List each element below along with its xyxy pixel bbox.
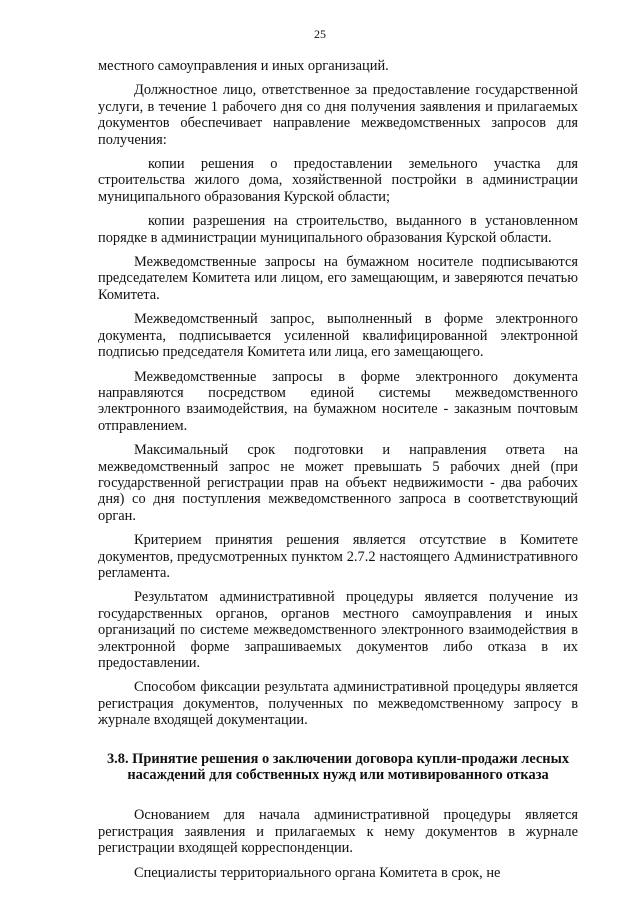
paragraph-7: Межведомственные запросы в форме электронного документа направляются посредством единой системы межведомственного электронного взаимодействия, на бумажном носителе - заказным почтовым отправлением.	[98, 368, 578, 434]
paragraph-8: Максимальный срок подготовки и направления ответа на межведомственный запрос не может превышать 5 рабочих дней (при государственной регистрации прав на объект недвижимости - два рабочих дня) со дня поступления межведомственного запроса в соответствующий орган.	[98, 442, 578, 524]
paragraph-4: копии разрешения на строительство, выданного в установленном порядке в администрации муниципального образования Курской области.	[98, 213, 578, 246]
section-heading: 3.8. Принятие решения о заключении договора купли-продажи лесных насаждений для собственных нужд или мотивированного отказа	[106, 750, 570, 784]
paragraph-5: Межведомственные запросы на бумажном носителе подписываются председателем Комитета или лицом, его замещающим, и заверяются печатью Комитета.	[98, 254, 578, 303]
paragraph-1: местного самоуправления и иных организаций.	[98, 58, 389, 74]
paragraph-3: копии решения о предоставлении земельного участка для строительства жилого дома, хозяйственной постройки в администрации муниципального образования Курской области;	[98, 156, 578, 205]
paragraph-10: Результатом административной процедуры является получение из государственных органов, органов местного самоуправления и иных организаций по системе межведомственного электронного взаимодействия в электронной форме запрашиваемых документов либо отказа в их предоставлении.	[98, 589, 578, 671]
paragraph-9: Критерием принятия решения является отсутствие в Комитете документов, предусмотренных пунктом 2.7.2 настоящего Административного регламента.	[98, 532, 578, 581]
paragraph-12: Основанием для начала административной процедуры является регистрация заявления и прилагаемых к нему документов в журнале регистрации входящей корреспонденции.	[98, 807, 578, 857]
page-number: 25	[314, 27, 326, 41]
paragraph-13: Специалисты территориального органа Комитета в срок, не	[134, 864, 501, 881]
paragraph-2: Должностное лицо, ответственное за предоставление государственной услуги, в течение 1 рабочего дня со дня получения заявления и прилагаемых документов обеспечивает направление межведомственных запросов для получения:	[98, 82, 578, 148]
body-text	[98, 58, 578, 889]
paragraph-11: Способом фиксации результата административной процедуры является регистрация документов, полученных по межведомственному запросу в журнале входящей документации.	[98, 679, 578, 729]
paragraph-6: Межведомственный запрос, выполненный в форме электронного документа, подписывается усиленной квалифицированной электронной подписью председателя Комитета или лица, его замещающего.	[98, 311, 578, 361]
